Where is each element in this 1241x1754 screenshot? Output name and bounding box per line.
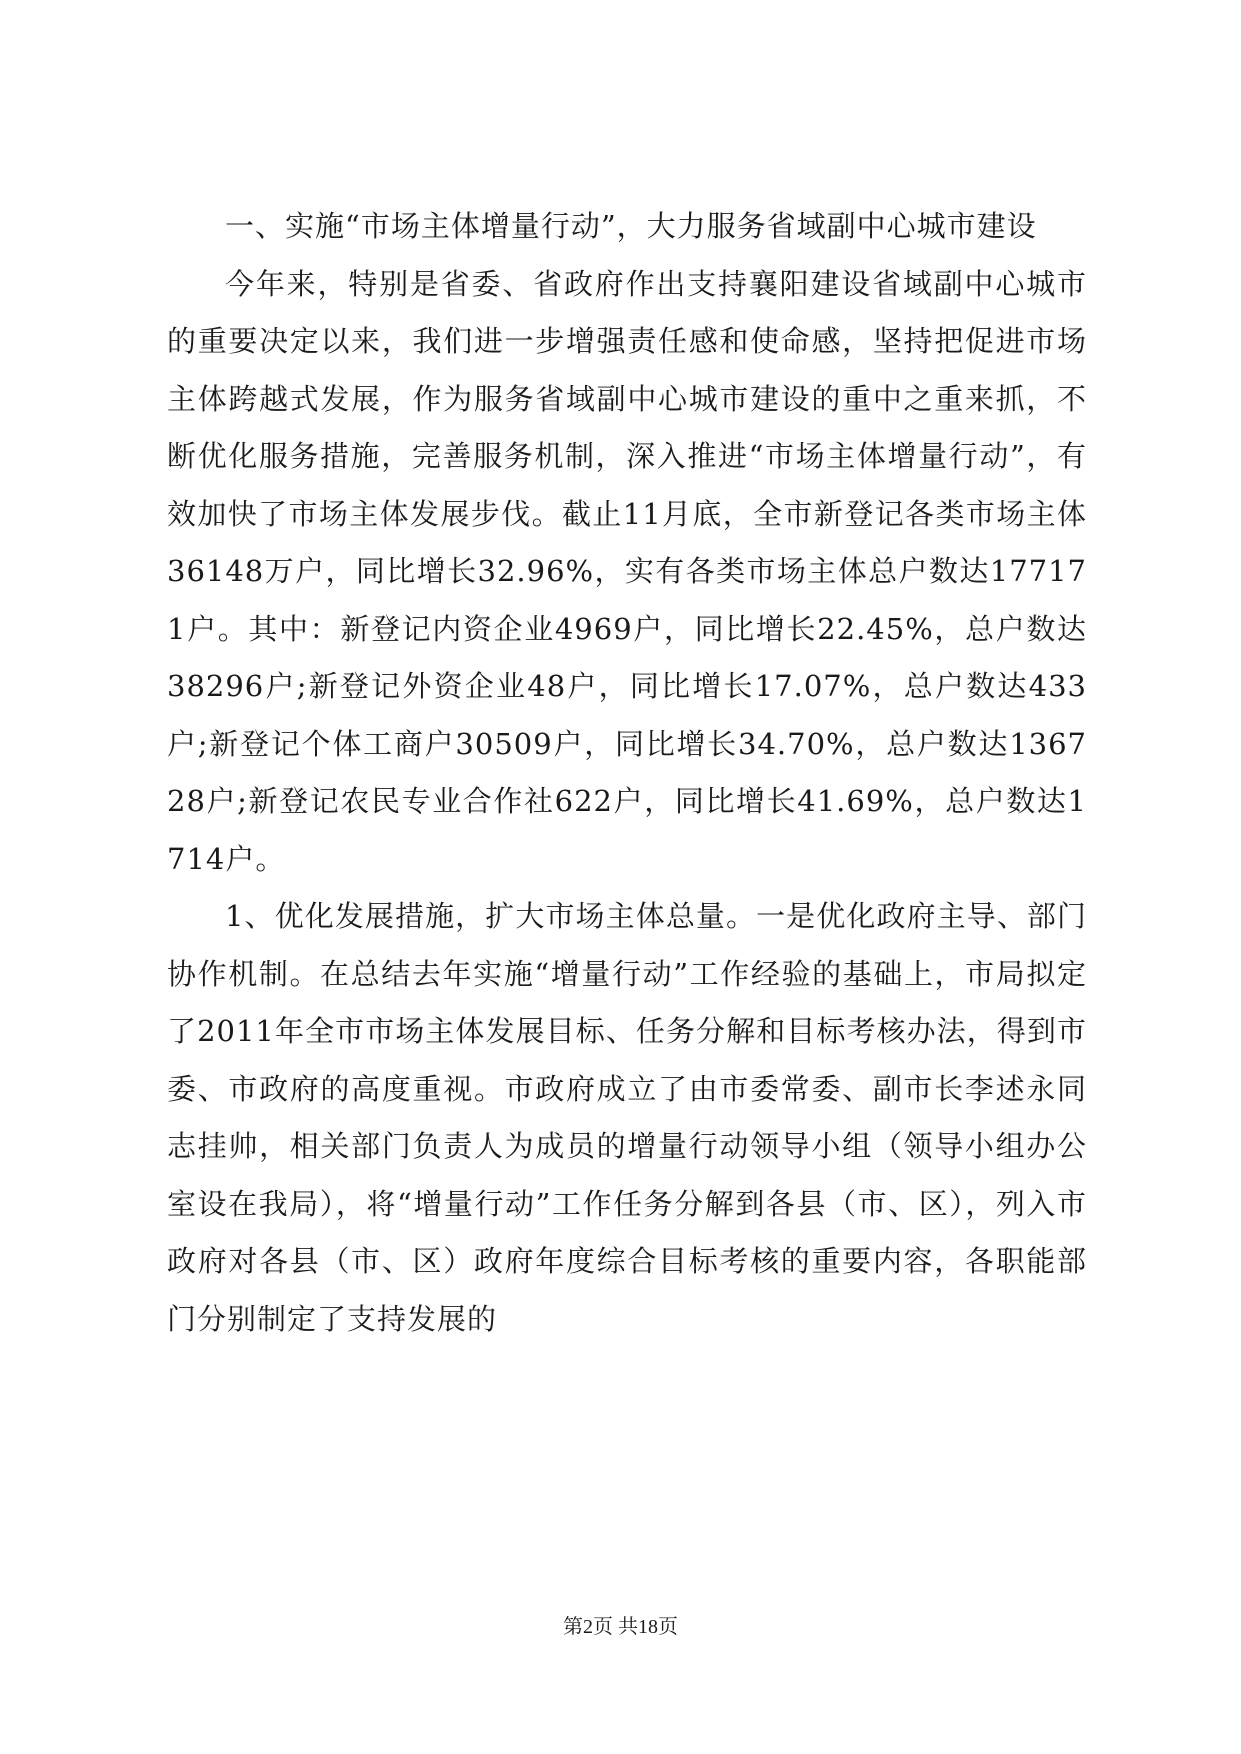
page-footer: 第2页 共18页 bbox=[563, 1616, 678, 1638]
section-heading: 一、实施“市场主体增量行动”，大力服务省域副中心城市建设 bbox=[225, 209, 1037, 243]
body-paragraph-measures: 1、优化发展措施，扩大市场主体总量。一是优化政府主导、部门协作机制。在总结去年实施“增量行动”工作经验的基础上，市局拟定了2011年全市市场主体发展目标、任务分解和目标考核办法，得到市委、市政府的高度重视。市政府成立了由市委常委、副市长李述永同志挂帅，相关部门负责人为成员的增量行动领导小组（领导小组办公室设在我局），将“增量行动”工作任务分解到各县（市、区），列入市政府对各县（市、区）政府年度综合目标考核的重要内容，各职能部门分别制定了支持发展的 bbox=[167, 899, 1087, 1336]
document-body bbox=[167, 198, 1087, 1348]
body-paragraph-summary: 今年来，特别是省委、省政府作出支持襄阳建设省域副中心城市的重要决定以来，我们进一步增强责任感和使命感，坚持把促进市场主体跨越式发展，作为服务省域副中心城市建设的重中之重来抓，不断优化服务措施，完善服务机制，深入推进“市场主体增量行动”，有效加快了市场主体发展步伐。截止11月底，全市新登记各类市场主体36148万户，同比增长32.96%，实有各类市场主体总户数达177171户。其中：新登记内资企业4969户，同比增长22.45%，总户数达38296户;新登记外资企业48户，同比增长17.07%，总户数达433户;新登记个体工商户30509户，同比增长34.70%，总户数达136728户;新登记农民专业合作社622户，同比增长41.69%，总户数达1714户。 bbox=[167, 266, 1087, 876]
